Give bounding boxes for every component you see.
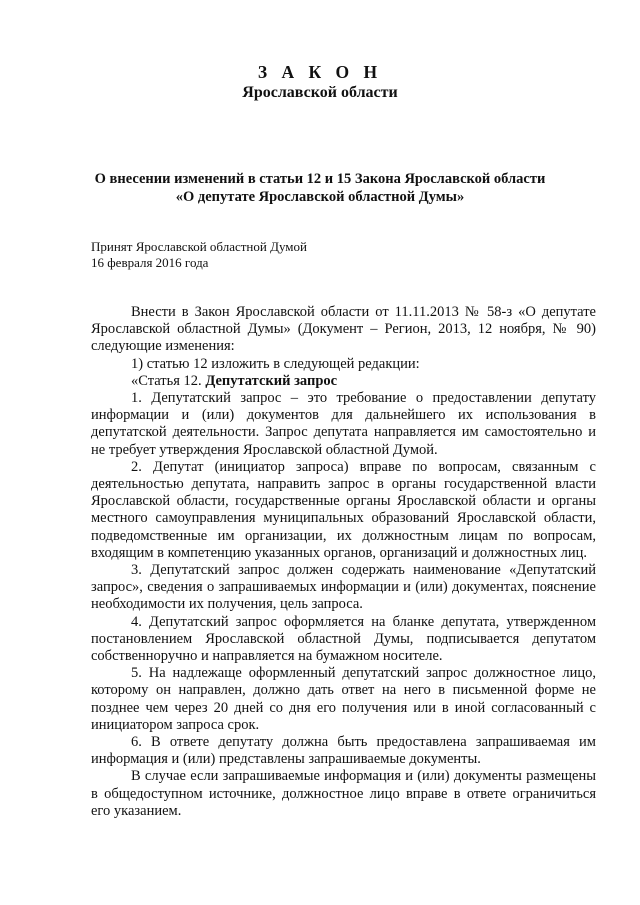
law-title: З А К О Н <box>257 62 383 82</box>
article-prefix: «Статья 12. <box>131 372 206 389</box>
amendment-title-line-1: О внесении изменений в статьи 12 и 15 Закона Ярославской области <box>94 171 546 187</box>
adoption-info <box>91 239 511 270</box>
article-paragraph-3: 3. Депутатский запрос должен содержать наименование «Депутатский запрос», сведения о запрашиваемых информации и (или) документах, пояснение необходимости их получения, цель запроса. <box>91 562 596 613</box>
article-paragraph-5: 5. На надлежаще оформленный депутатский запрос должностное лицо, которому он направлен, должно дать ответ на него в письменной форме не позднее чем через 20 дней со дня его получения или в иной согласованный с инициатором запроса срок. <box>91 665 596 733</box>
amendment-title <box>60 170 580 206</box>
adopted-by: Принят Ярославской областной Думой <box>91 239 307 254</box>
law-subtitle: Ярославской области <box>242 84 398 101</box>
intro-paragraph: Внести в Закон Ярославской области от 11.11.2013 № 58-з «О депутате Ярославской областной Думы» (Документ – Регион, 2013, 12 ноября, № 90) следующие изменения: <box>91 304 596 355</box>
article-paragraph-7: В случае если запрашиваемые информация и (или) документы размещены в общедоступном источнике, должностное лицо вправе в ответе ограничиться его указанием. <box>91 768 596 819</box>
article-paragraph-4: 4. Депутатский запрос оформляется на бланке депутата, утвержденном постановлением Ярославской областной Думы, подписывается депутатом собственноручно и направляется на бумажном носителе. <box>91 613 596 665</box>
amendment-title-line-2: «О депутате Ярославской областной Думы» <box>175 189 465 205</box>
amendment-item-1: 1) статью 12 изложить в следующей редакции: <box>131 355 420 372</box>
adopted-date: 16 февраля 2016 года <box>91 254 209 270</box>
law-body <box>91 304 596 820</box>
article-paragraph-2: 2. Депутат (инициатор запроса) вправе по вопросам, связанным с деятельностью депутата, направить запрос в органы государственной власти Ярославской области, государственные органы Ярославской области и органы местного самоуправления муниципальных образований Ярославской области, подведомственные им организации, их должностным лицам по вопросам, входящим в компетенцию указанных органов, организаций и должностных лиц. <box>91 458 596 561</box>
article-heading: Депутатский запрос <box>205 372 338 389</box>
article-paragraph-6: 6. В ответе депутату должна быть предоставлена запрашиваемая им информация и (или) представлены запрашиваемые документы. <box>91 734 596 768</box>
article-paragraph-1: 1. Депутатский запрос – это требование о предоставлении депутату информации и (или) документов для дальнейшего их использования в депутатской деятельности. Запрос депутата направляется им самостоятельно и не требует утверждения Ярославской областной Думой. <box>91 390 596 458</box>
article-heading-line <box>91 373 596 390</box>
